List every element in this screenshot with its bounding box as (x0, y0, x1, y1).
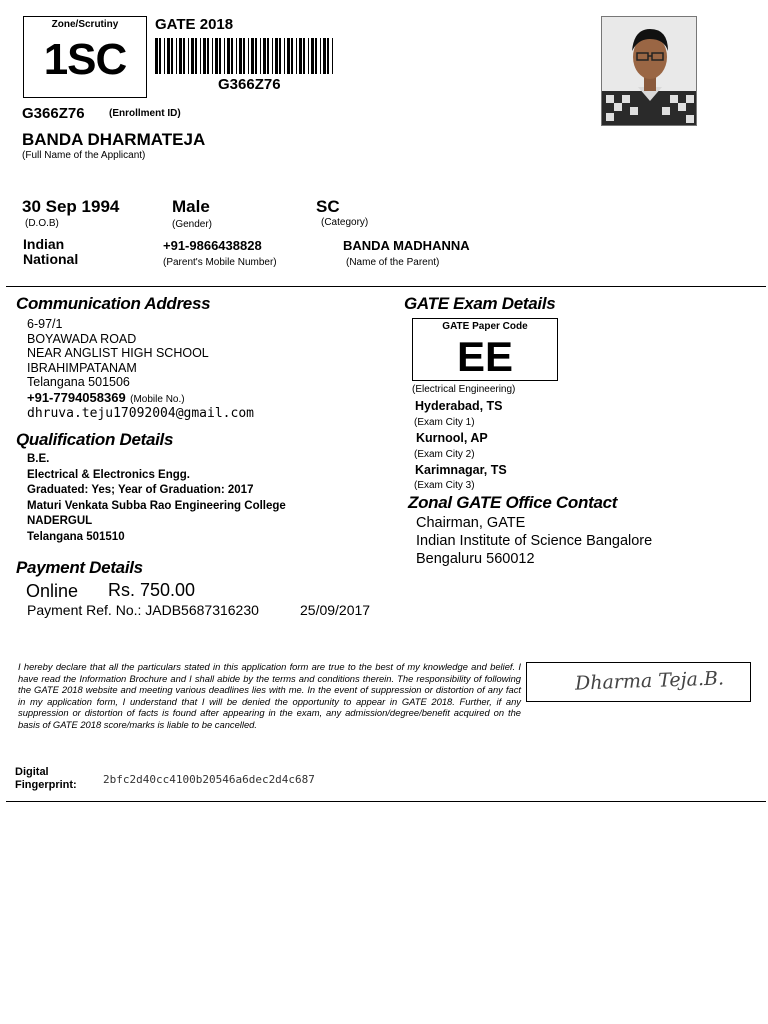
dob-label: (D.O.B) (25, 218, 59, 229)
address-line: 6-97/1 (27, 317, 63, 331)
mobile-row (27, 389, 185, 407)
exam-heading: GATE Exam Details (404, 294, 556, 313)
zonal-office-line: Indian Institute of Science Bangalore (416, 533, 653, 549)
nationality-line1: Indian (23, 236, 65, 252)
mobile-label: (Mobile No.) (130, 394, 185, 405)
enrollment-id: G366Z76 (22, 105, 85, 122)
applicant-name-label: (Full Name of the Applicant) (22, 150, 146, 161)
payment-heading: Payment Details (16, 558, 143, 577)
address-line: IBRAHIMPATANAM (27, 360, 137, 375)
divider-bottom (6, 801, 766, 802)
signature: Dharma Teja.B. (574, 667, 725, 695)
divider-top (6, 286, 766, 287)
fingerprint-label-line1: Digital (15, 766, 49, 778)
zone-code: 1SC (43, 35, 127, 84)
payment-ref: Payment Ref. No.: JADB5687316230 (27, 602, 259, 618)
qualification-line: Maturi Venkata Subba Rao Engineering College (27, 499, 286, 512)
address-line: NEAR ANGLIST HIGH SCHOOL (27, 346, 209, 361)
fingerprint-label (15, 766, 77, 792)
parent-name-label: (Name of the Parent) (346, 257, 440, 268)
zonal-office-address (416, 514, 652, 568)
parent-name: BANDA MADHANNA (343, 238, 470, 253)
category-label: (Category) (321, 217, 369, 228)
barcode (155, 38, 335, 74)
dob-value: 30 Sep 1994 (22, 197, 120, 216)
signature-box (526, 662, 751, 702)
qualification-heading: Qualification Details (16, 430, 174, 449)
gender-label: (Gender) (172, 219, 213, 230)
zone-scrutiny-box (23, 16, 147, 98)
gender-value: Male (172, 197, 210, 216)
payment-date: 25/09/2017 (300, 602, 371, 618)
category-value: SC (316, 197, 340, 216)
paper-code: EE (456, 333, 514, 380)
qualification-line: Electrical & Electronics Engg. (27, 468, 190, 481)
declaration-text: I hereby declare that all the particulars stated in this application form are true to the best of my knowledge and belief. I have read the Information Brochure and I shall abide by the terms and conditions therein. The responsibility of following the GATE 2018 website and meeting various deadlines lies with me. In the event of suppression or distortion of any fact in my application form, I understand that I will be denied the opportunity to appear in GATE 2018. Further, if any suppression or distortion of facts is found after appearing in the exam, any admission/degree/benefit acquired on the basis of GATE 2018 score/marks is liable to be cancelled. (18, 661, 521, 730)
applicant-name: BANDA DHARMATEJA (22, 130, 206, 149)
zonal-office-line: Bengaluru 560012 (416, 551, 535, 567)
address-line: BOYAWADA ROAD (27, 331, 137, 346)
exam-city-3-label: (Exam City 3) (414, 480, 475, 491)
payment-amount: Rs. 750.00 (108, 580, 196, 600)
fingerprint-label-line2: Fingerprint: (15, 779, 77, 791)
qualification-line: NADERGUL (27, 515, 93, 528)
parent-mobile-label: (Parent's Mobile Number) (163, 257, 277, 268)
communication-heading: Communication Address (16, 294, 211, 313)
zone-label: Zone/Scrutiny (51, 19, 119, 30)
exam-city-1-label: (Exam City 1) (414, 417, 475, 428)
payment-mode: Online (26, 581, 79, 601)
exam-city-1: Hyderabad, TS (415, 399, 503, 413)
parent-mobile: +91-9866438828 (163, 238, 262, 253)
exam-title: GATE 2018 (155, 16, 234, 33)
mobile-value: +91-7794058369 (27, 390, 126, 405)
zonal-office-heading: Zonal GATE Office Contact (408, 493, 618, 512)
enrollment-id-label: (Enrollment ID) (109, 108, 181, 119)
exam-city-3: Karimnagar, TS (415, 463, 507, 477)
nationality-line2: National (23, 251, 79, 267)
qualification-line: Graduated: Yes; Year of Graduation: 2017 (27, 484, 254, 497)
qualification-line: B.E. (27, 453, 50, 465)
barcode-text: G366Z76 (218, 76, 281, 93)
applicant-photo (601, 16, 697, 126)
email-value: dhruva.teju17092004@gmail.com (27, 406, 254, 421)
zonal-office-line: Chairman, GATE (416, 515, 526, 531)
paper-code-box (412, 318, 558, 381)
fingerprint-value: 2bfc2d40cc4100b20546a6dec2d4c687 (103, 773, 315, 786)
paper-name: (Electrical Engineering) (412, 384, 516, 395)
address-line: Telangana 501506 (27, 375, 130, 390)
qualification-details (27, 452, 286, 546)
paper-code-label: GATE Paper Code (442, 321, 528, 332)
qualification-line: Telangana 501510 (27, 530, 125, 543)
exam-city-2-label: (Exam City 2) (414, 449, 475, 460)
communication-address (27, 317, 209, 390)
exam-city-2: Kurnool, AP (416, 431, 488, 445)
